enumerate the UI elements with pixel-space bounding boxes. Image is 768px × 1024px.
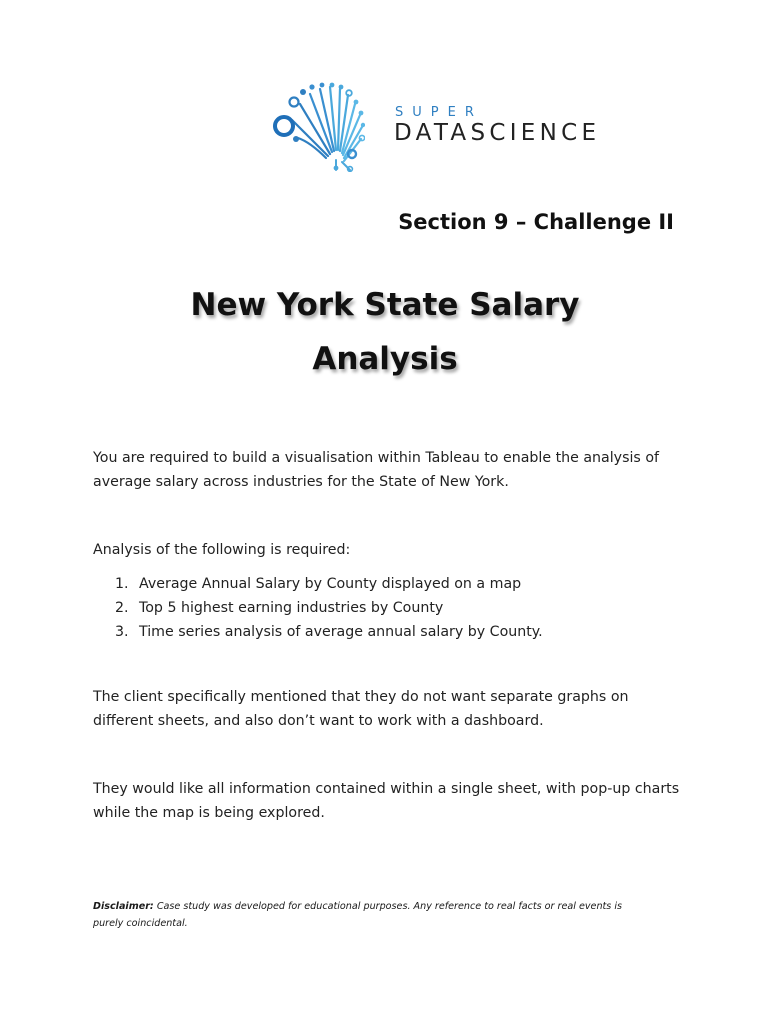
list-item	[93, 620, 683, 644]
document-title-line1: New York State Salary	[190, 287, 580, 323]
list-item-text: Top 5 highest earning industries by County	[139, 600, 444, 616]
super-datascience-logo	[270, 82, 680, 172]
section-heading: Section 9 – Challenge II	[398, 210, 674, 234]
document-title	[90, 278, 680, 386]
document-title-line2: Analysis	[312, 341, 458, 377]
requirements-list	[93, 572, 683, 644]
disclaimer	[93, 898, 653, 932]
list-item-text: Time series analysis of average annual salary by County.	[139, 624, 543, 640]
list-item-number: 1.	[115, 576, 129, 592]
disclaimer-label: Disclaimer:	[93, 901, 154, 912]
list-item	[93, 596, 683, 620]
logo-super-text: SUPER	[395, 105, 483, 120]
logo-brand-text: DATASCIENCE	[394, 120, 601, 146]
list-item-number: 2.	[115, 600, 129, 616]
requirements-intro: Analysis of the following is required:	[93, 542, 351, 558]
single-sheet-paragraph: They would like all information contained within a single sheet, with pop-up charts while the map is being explored.	[93, 781, 680, 821]
list-item-text: Average Annual Salary by County displayed on a map	[139, 576, 522, 592]
client-note-paragraph: The client specifically mentioned that they do not want separate graphs on different sheets, and also don’t want to work with a dashboard.	[93, 689, 629, 729]
brain-circuit-icon	[270, 82, 365, 172]
intro-paragraph: You are required to build a visualisation within Tableau to enable the analysis of average salary across industries for the State of New York.	[93, 450, 659, 490]
list-item	[93, 572, 683, 596]
list-item-number: 3.	[115, 624, 129, 640]
disclaimer-text: Case study was developed for educational purposes. Any reference to real facts or real events is purely coincidental.	[93, 901, 623, 929]
